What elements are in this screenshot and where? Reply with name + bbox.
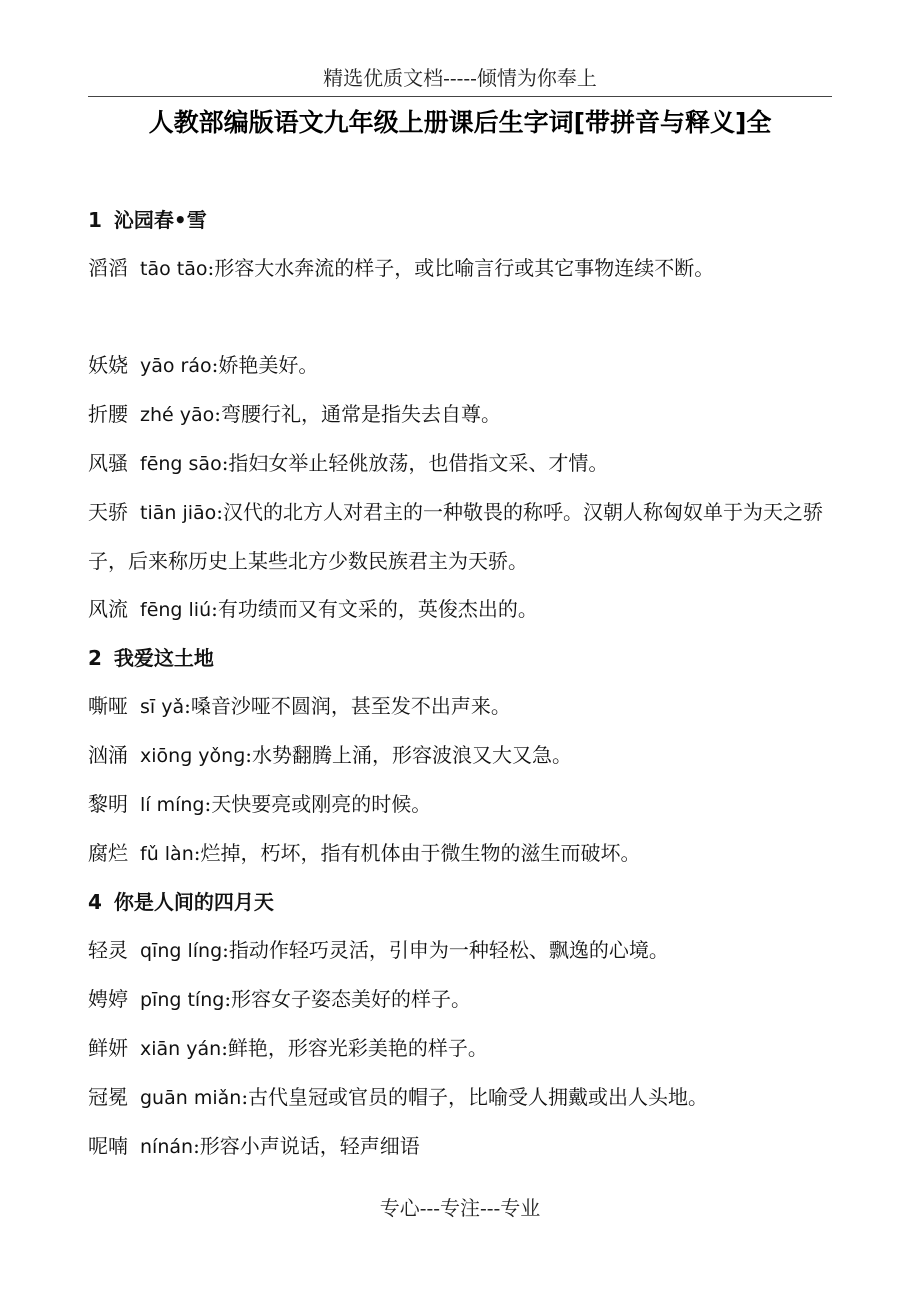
vocab-pinyin: xiān yán [140, 1038, 222, 1060]
section-number: 4 [88, 890, 102, 914]
vocab-pinyin: zhé yāo [140, 404, 215, 426]
vocab-word: 腐烂 [88, 841, 128, 865]
section-number: 1 [88, 208, 102, 232]
vocab-pinyin: qīng líng [140, 940, 223, 962]
vocab-word: 黎明 [88, 792, 128, 816]
vocab-word: 风骚 [88, 451, 128, 475]
vocab-definition: :形容女子姿态美好的样子。 [224, 987, 472, 1011]
vocab-entry [88, 682, 832, 731]
vocab-definition: :有功绩而又有文采的，英俊杰出的。 [211, 597, 538, 621]
vocab-definition: :烂掉，朽坏，指有机体由于微生物的滋生而破坏。 [193, 841, 641, 865]
section-name: 沁园春•雪 [113, 208, 207, 232]
vocab-definition: :古代皇冠或官员的帽子，比喻受人拥戴或出人头地。 [241, 1085, 709, 1109]
vocab-entry [88, 975, 832, 1024]
page-footer: 专心---专注---专业 [379, 1196, 541, 1220]
vocab-word: 呢喃 [88, 1134, 128, 1158]
vocab-entry [88, 439, 832, 488]
vocab-word: 轻灵 [88, 938, 128, 962]
vocab-definition: :指动作轻巧灵活，引申为一种轻松、飘逸的心境。 [222, 938, 669, 962]
vocab-pinyin: nínán [140, 1136, 194, 1158]
section-heading [88, 878, 832, 926]
vocab-pinyin: fēng liú [140, 599, 212, 621]
section-name: 我爱这土地 [113, 646, 214, 670]
document-body [88, 196, 832, 1171]
vocab-definition: :娇艳美好。 [211, 353, 319, 377]
vocab-entry [88, 926, 832, 975]
vocab-definition: :形容大水奔流的样子，或比喻言行或其它事物连续不断。 [207, 256, 715, 280]
vocab-word: 妖娆 [88, 353, 128, 377]
vocab-pinyin: fǔ làn [140, 843, 194, 865]
vocab-definition: :鲜艳，形容光彩美艳的样子。 [221, 1036, 488, 1060]
vocab-word: 嘶哑 [88, 694, 128, 718]
section-heading [88, 196, 832, 244]
vocab-word: 汹涌 [88, 743, 128, 767]
vocab-entry [88, 585, 832, 634]
vocab-pinyin: tāo tāo [140, 258, 208, 280]
vocab-entry [88, 1024, 832, 1073]
vocab-word: 折腰 [88, 402, 128, 426]
header-rule [88, 96, 832, 97]
vocab-entry [88, 731, 832, 780]
section-heading [88, 634, 832, 682]
vocab-definition: :汉代的北方人对君主的一种敬畏的称呼。汉朝人称匈奴单于为天之骄子，后来称历史上某些北方少数民族君主为天骄。 [88, 500, 824, 573]
vocab-entry [88, 390, 832, 439]
section-number: 2 [88, 646, 102, 670]
section-name: 你是人间的四月天 [113, 890, 274, 914]
vocab-word: 风流 [88, 597, 128, 621]
vocab-word: 娉婷 [88, 987, 128, 1011]
vocab-pinyin: guān miǎn [140, 1087, 242, 1109]
vocab-pinyin: pīng tíng [140, 989, 225, 1011]
page-header: 精选优质文档-----倾情为你奉上 [323, 66, 597, 90]
vocab-definition: :指妇女举止轻佻放荡，也借指文采、才情。 [221, 451, 609, 475]
vocab-definition: :嗓音沙哑不圆润，甚至发不出声来。 [184, 694, 511, 718]
vocab-entry [88, 1122, 832, 1171]
vocab-word: 冠冕 [88, 1085, 128, 1109]
vocab-pinyin: yāo ráo [140, 355, 212, 377]
document-title: 人教部编版语文九年级上册课后生字词[带拼音与释义]全 [148, 108, 772, 137]
vocab-word: 天骄 [88, 500, 128, 524]
vocab-entry [88, 829, 832, 878]
vocab-pinyin: sī yǎ [140, 696, 185, 718]
vocab-word: 滔滔 [88, 256, 128, 280]
vocab-entry [88, 780, 832, 829]
vocab-pinyin: xiōnɡ yǒnɡ [140, 745, 246, 767]
vocab-entry [88, 341, 832, 390]
vocab-word: 鲜妍 [88, 1036, 128, 1060]
vocab-entry [88, 488, 832, 585]
vocab-definition: :弯腰行礼，通常是指失去自尊。 [214, 402, 502, 426]
vocab-entry [88, 244, 832, 293]
vocab-definition: :水势翻腾上涌，形容波浪又大又急。 [245, 743, 573, 767]
vocab-pinyin: lí míng [140, 794, 205, 816]
vocab-pinyin: tiān jiāo [140, 502, 217, 524]
vocab-entry [88, 1073, 832, 1122]
vocab-pinyin: fēng sāo [140, 453, 222, 475]
vocab-definition: :形容小声说话，轻声细语 [193, 1134, 420, 1158]
vocab-definition: :天快要亮或刚亮的时候。 [204, 792, 432, 816]
